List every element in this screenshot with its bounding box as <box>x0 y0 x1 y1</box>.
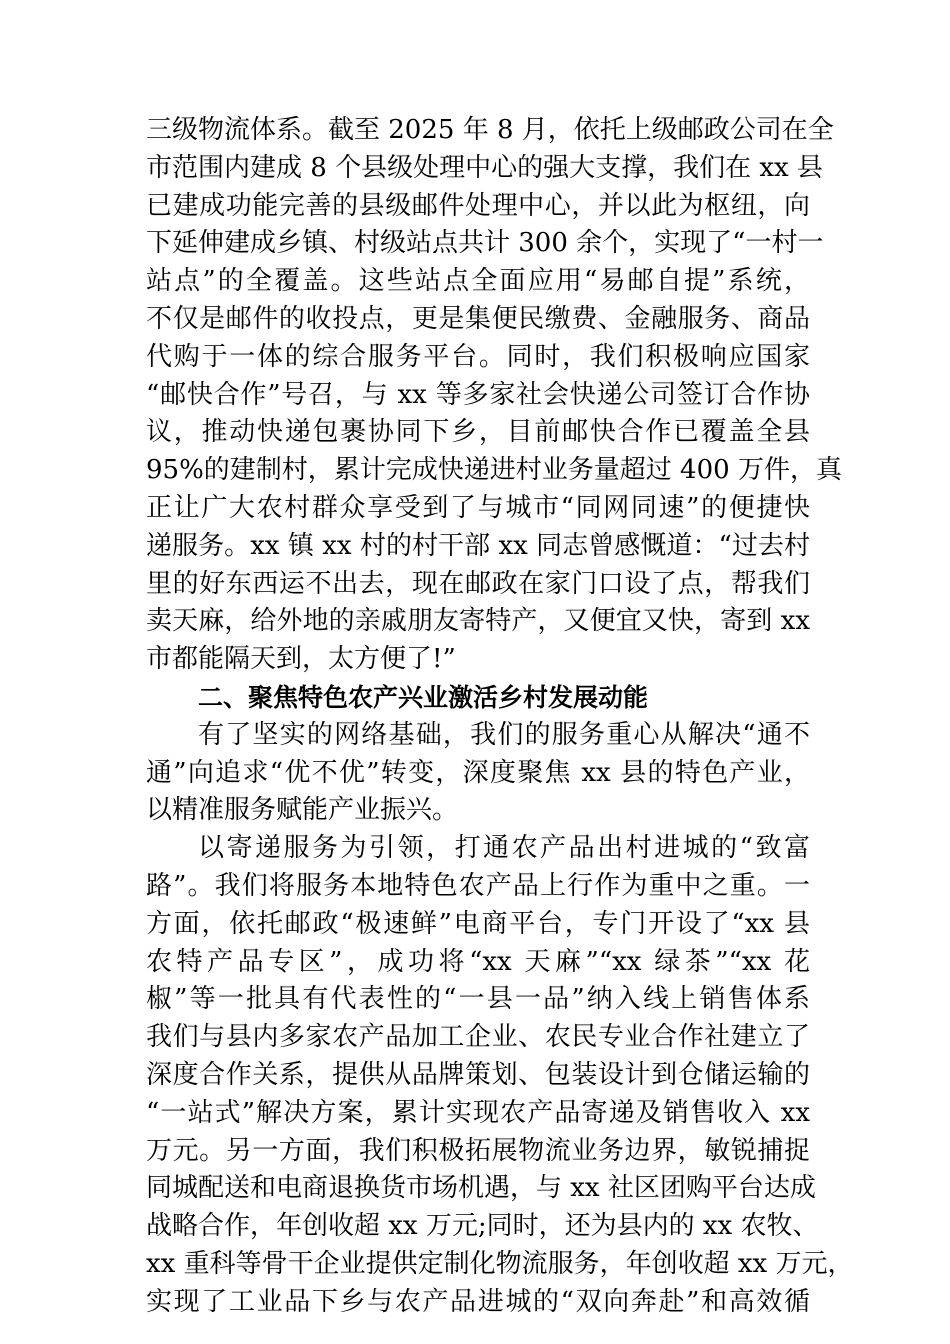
text-line: xx 重科等骨干企业提供定制化物流服务，年创收超 xx 万元， <box>146 1248 854 1279</box>
section-heading: 二、聚焦特色农产兴业激活乡村发展动能 <box>198 682 649 712</box>
text-line: 议，推动快递包裹协同下乡，目前邮快合作已覆盖全县 <box>146 417 810 448</box>
text-line: “一站式”解决方案，累计实现农产品寄递及销售收入 xx <box>146 1097 810 1128</box>
text-line: 通”向追求“优不优”转变，深度聚焦 xx 县的特色产业， <box>146 757 810 788</box>
text-line: 正让广大农村群众享受到了与城市“同网同速”的便捷快 <box>146 492 810 523</box>
text-line: 市范围内建成 8 个县级处理中心的强大支撑，我们在 xx 县 <box>146 152 823 183</box>
text-line: 农特产品专区”，成功将“xx 天麻”“xx 绿茶”“xx 花 <box>146 946 810 977</box>
text-line: 实现了工业品下乡与农产品进城的“双向奔赴”和高效循 <box>146 1286 810 1317</box>
text-line: 95%的建制村，累计完成快递进村业务量超过 400 万件，真 <box>146 455 842 486</box>
text-line: 方面，依托邮政“极速鲜”电商平台，专门开设了“xx 县 <box>146 908 810 939</box>
text-line: 站点”的全覆盖。这些站点全面应用“易邮自提”系统， <box>146 266 810 297</box>
text-line: 以寄递服务为引领，打通农产品出村进城的“致富 <box>198 833 810 864</box>
text-line: 递服务。xx 镇 xx 村的村干部 xx 同志曾感慨道：“过去村 <box>146 530 810 561</box>
text-line: 卖天麻，给外地的亲戚朋友寄特产，又便宜又快，寄到 xx <box>146 606 810 637</box>
document-body <box>146 112 854 1322</box>
text-line: 已建成功能完善的县级邮件处理中心，并以此为枢纽，向 <box>146 190 810 221</box>
text-line: 代购于一体的综合服务平台。同时，我们积极响应国家 <box>146 341 810 372</box>
text-line: 里的好东西运不出去，现在邮政在家门口设了点，帮我们 <box>146 568 810 599</box>
text-line: 下延伸建成乡镇、村级站点共计 300 余个，实现了“一村一 <box>146 228 824 259</box>
text-line: 同城配送和电商退换货市场机遇，与 xx 社区团购平台达成 <box>146 1173 816 1204</box>
text-line: 深度合作关系，提供从品牌策划、包装设计到仓储运输的 <box>146 1059 810 1090</box>
text-line: 市都能隔天到，太方便了!” <box>146 644 456 675</box>
text-line: 三级物流体系。截至 2025 年 8 月，依托上级邮政公司在全 <box>146 115 834 145</box>
text-line: 战略合作，年创收超 xx 万元;同时，还为县内的 xx 农牧、 <box>146 1211 819 1242</box>
text-line: 不仅是邮件的收投点，更是集便民缴费、金融服务、商品 <box>146 303 810 334</box>
text-line: 我们与县内多家农产品加工企业、农民专业合作社建立了 <box>146 1022 810 1053</box>
text-line: 有了坚实的网络基础，我们的服务重心从解决“通不 <box>198 719 810 750</box>
text-line: 万元。另一方面，我们积极拓展物流业务边界，敏锐捕捉 <box>146 1135 810 1166</box>
text-line: “邮快合作”号召，与 xx 等多家社会快递公司签订合作协 <box>146 379 810 410</box>
text-line: 椒”等一批具有代表性的“一县一品”纳入线上销售体系 <box>146 984 810 1015</box>
text-line: 路”。我们将服务本地特色农产品上行作为重中之重。一 <box>146 870 810 901</box>
text-line: 以精准服务赋能产业振兴。 <box>146 795 459 826</box>
